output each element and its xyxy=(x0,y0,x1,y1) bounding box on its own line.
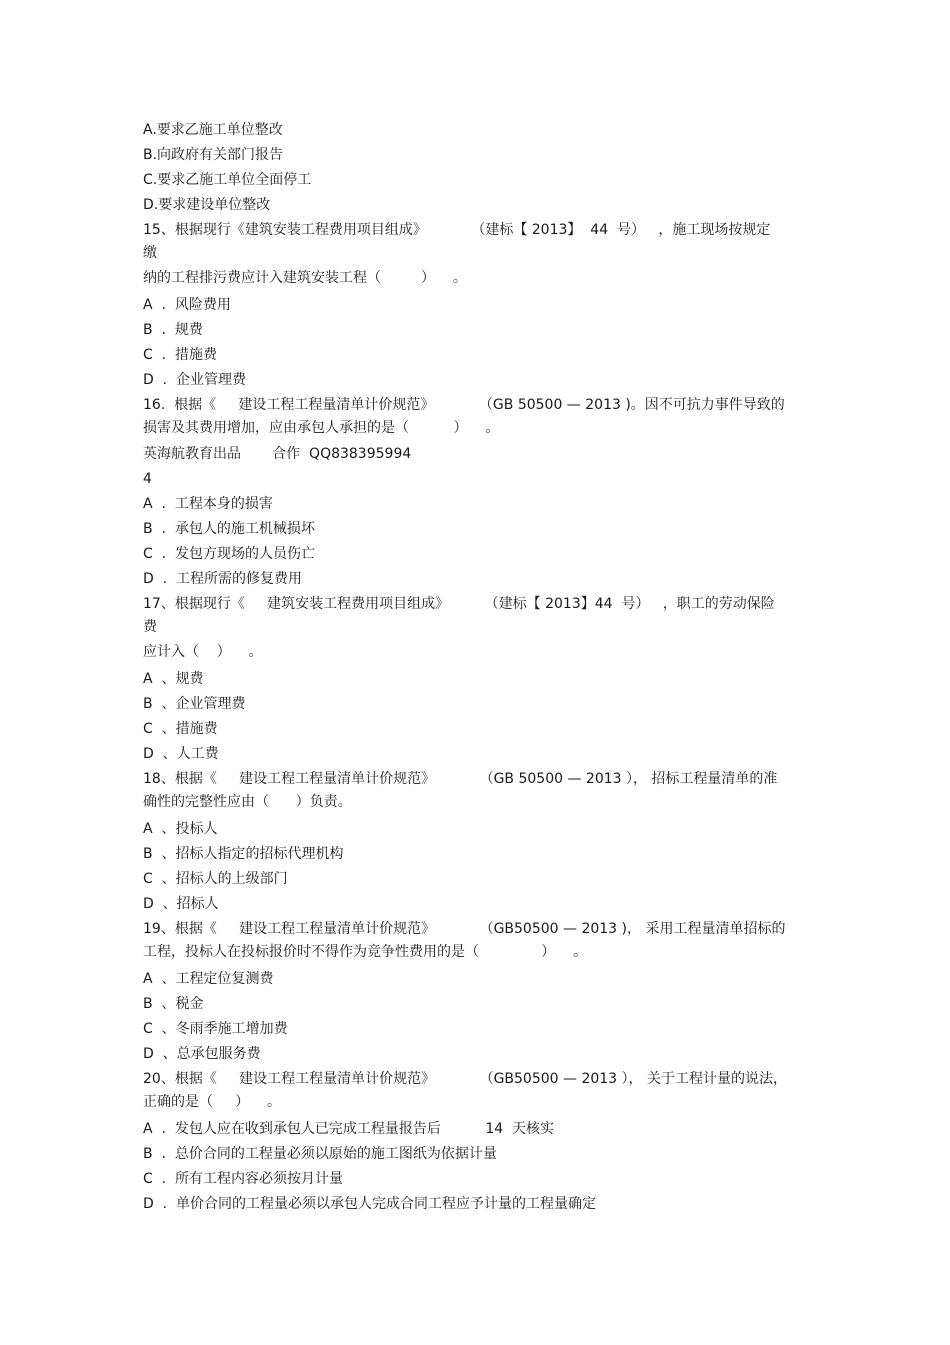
option-18-d: D 、招标人 xyxy=(143,896,219,912)
option-19-b: B 、税金 xyxy=(143,996,204,1012)
option-14-c: C.要求乙施工单位全面停工 xyxy=(143,172,312,188)
question-15-line-2: 缴 xyxy=(143,245,157,261)
question-17-line-1: 17、根据现行《 建筑安装工程费用项目组成》 （建标【 2013】44 号） ，职工的劳动保险 xyxy=(143,596,775,612)
option-15-d: D . 企业管理费 xyxy=(143,372,247,388)
option-16-c: C . 发包方现场的人员伤亡 xyxy=(143,546,316,562)
option-17-d: D 、人工费 xyxy=(143,746,219,762)
option-15-c: C . 措施费 xyxy=(143,347,218,363)
option-20-c: C . 所有工程内容必须按月计量 xyxy=(143,1171,344,1187)
option-15-a: A . 风险费用 xyxy=(143,297,231,313)
option-14-d: D.要求建设单位整改 xyxy=(143,197,271,213)
question-19-line-1: 19、根据《 建设工程工程量清单计价规范》 （GB50500 — 2013 )， 采用工程量清单招标的 xyxy=(143,921,786,937)
option-14-b: B.向政府有关部门报告 xyxy=(143,147,284,163)
question-18-line-1: 18、根据《 建设工程工程量清单计价规范》 （GB 50500 — 2013 ）， 招标工程量清单的准 xyxy=(143,771,778,787)
question-16-line-1: 16. 根据《 建设工程工程量清单计价规范》 （GB 50500 — 2013 )。因不可抗力事件导致的 xyxy=(143,397,785,413)
question-18-line-2: 确性的完整性应由（ ）负责。 xyxy=(143,794,352,810)
option-16-b: B . 承包人的施工机械损坏 xyxy=(143,521,315,537)
question-16-line-2: 损害及其费用增加，应由承包人承担的是（ ） 。 xyxy=(143,420,500,436)
option-18-c: C 、招标人的上级部门 xyxy=(143,871,288,887)
option-17-b: B 、企业管理费 xyxy=(143,696,246,712)
option-14-a: A.要求乙施工单位整改 xyxy=(143,122,283,138)
option-20-b: B . 总价合同的工程量必须以原始的施工图纸为依据计量 xyxy=(143,1146,497,1162)
question-20-line-2: 正确的是（ ） 。 xyxy=(143,1094,282,1110)
question-15-line-3: 纳的工程排污费应计入建筑安装工程（ ） 。 xyxy=(143,270,467,286)
page-number: 4 xyxy=(143,471,152,487)
option-17-c: C 、措施费 xyxy=(143,721,218,737)
option-19-a: A 、工程定位复测费 xyxy=(143,971,274,987)
option-16-a: A . 工程本身的损害 xyxy=(143,496,273,512)
question-15-line-1: 15、根据现行《建筑安装工程费用项目组成》 （建标【 2013】 44 号） ，施工现场按规定 xyxy=(143,222,771,238)
option-20-a: A . 发包人应在收到承包人已完成工程量报告后 14 天核实 xyxy=(143,1121,555,1137)
option-17-a: A 、规费 xyxy=(143,671,204,687)
publisher-footer: 英海航教育出品 合作 QQ838395994 xyxy=(143,446,412,462)
question-17-line-3: 应计入（ ） 。 xyxy=(143,644,263,660)
question-17-line-2: 费 xyxy=(143,619,157,635)
option-18-b: B 、招标人指定的招标代理机构 xyxy=(143,846,344,862)
option-18-a: A 、投标人 xyxy=(143,821,218,837)
option-16-d: D . 工程所需的修复费用 xyxy=(143,571,303,587)
option-19-d: D 、总承包服务费 xyxy=(143,1046,261,1062)
option-15-b: B . 规费 xyxy=(143,322,203,338)
question-19-line-2: 工程，投标人在投标报价时不得作为竞争性费用的是（ ） 。 xyxy=(143,944,588,960)
option-20-d: D . 单价合同的工程量必须以承包人完成合同工程应予计量的工程量确定 xyxy=(143,1196,597,1212)
question-20-line-1: 20、根据《 建设工程工程量清单计价规范》 （GB50500 — 2013 ）， 关于工程计量的说法， xyxy=(143,1071,787,1087)
option-19-c: C 、冬雨季施工增加费 xyxy=(143,1021,288,1037)
